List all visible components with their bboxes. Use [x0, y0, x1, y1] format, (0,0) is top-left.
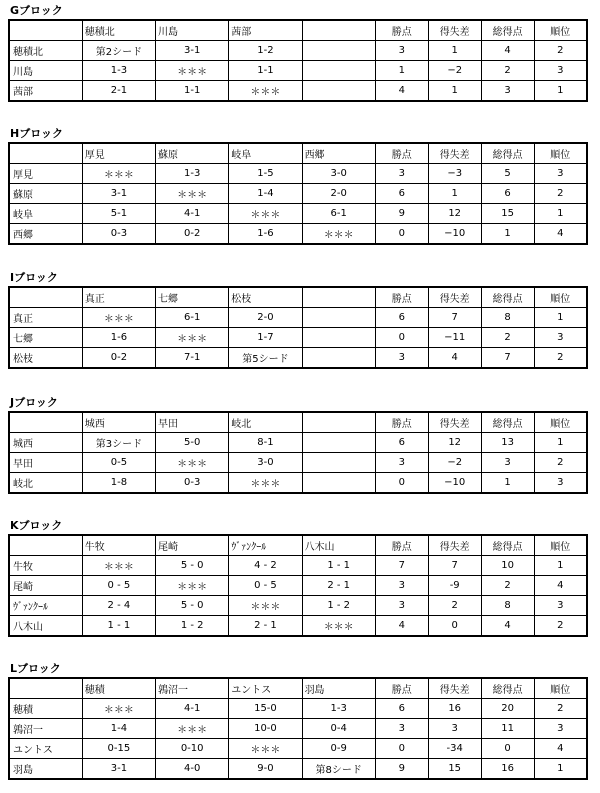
- stat-header: 得失差: [428, 287, 481, 308]
- match-result: 0-4: [302, 719, 375, 739]
- stat-header: 勝点: [375, 535, 428, 556]
- stat-value: -34: [428, 739, 481, 759]
- empty-cell: [302, 453, 375, 473]
- column-team-header: 蘇原: [156, 143, 229, 164]
- stat-value: 3: [375, 576, 428, 596]
- empty-cell: [302, 473, 375, 494]
- header-row: [9, 678, 587, 699]
- match-result: ＊＊＊: [229, 596, 302, 616]
- match-result: ＊＊＊: [82, 308, 155, 328]
- match-result: 1-6: [229, 224, 302, 245]
- stat-header: 順位: [534, 535, 587, 556]
- table-row: [9, 204, 587, 224]
- block-4: [8, 396, 588, 494]
- corner-cell: [9, 143, 82, 164]
- stat-value: 13: [481, 433, 534, 453]
- empty-cell: [302, 61, 375, 81]
- match-result: 0-2: [156, 224, 229, 245]
- match-result: ＊＊＊: [229, 204, 302, 224]
- row-team-name: ユントス: [9, 739, 82, 759]
- match-result: ＊＊＊: [229, 473, 302, 494]
- row-team-name: 茜部: [9, 81, 82, 102]
- stat-header: 総得点: [481, 20, 534, 41]
- row-team-name: 早田: [9, 453, 82, 473]
- match-result: 6-1: [156, 308, 229, 328]
- table-row: [9, 473, 587, 494]
- empty-cell: [302, 348, 375, 369]
- match-result: 第8シード: [302, 759, 375, 780]
- match-result: 1-6: [82, 328, 155, 348]
- match-result: ＊＊＊: [302, 224, 375, 245]
- stat-value: 3: [375, 596, 428, 616]
- stat-value: 4: [481, 616, 534, 637]
- stat-value: 0: [375, 473, 428, 494]
- block-1: [8, 4, 588, 102]
- row-team-name: 岐阜: [9, 204, 82, 224]
- stat-header: 得失差: [428, 143, 481, 164]
- match-result: ＊＊＊: [156, 184, 229, 204]
- stat-value: 7: [481, 348, 534, 369]
- match-result: 7-1: [156, 348, 229, 369]
- stat-value: 0: [481, 739, 534, 759]
- match-result: 3-0: [229, 453, 302, 473]
- stat-value: 2: [534, 41, 587, 61]
- column-team-header: 早田: [156, 412, 229, 433]
- empty-cell: [302, 328, 375, 348]
- match-result: 2 - 4: [82, 596, 155, 616]
- table-row: [9, 41, 587, 61]
- match-result: 1 - 2: [156, 616, 229, 637]
- header-row: [9, 412, 587, 433]
- column-team-header: 松枝: [229, 287, 302, 308]
- stat-value: 3: [534, 328, 587, 348]
- stat-value: 15: [481, 204, 534, 224]
- stat-header: 総得点: [481, 287, 534, 308]
- column-team-header: 鶉沼一: [156, 678, 229, 699]
- stat-value: 7: [428, 308, 481, 328]
- stat-value: 12: [428, 433, 481, 453]
- table-row: [9, 308, 587, 328]
- column-team-header: 七郷: [156, 287, 229, 308]
- block-6: [8, 662, 588, 780]
- match-result: 2 - 1: [302, 576, 375, 596]
- match-result: 2-1: [82, 81, 155, 102]
- match-result: ＊＊＊: [156, 576, 229, 596]
- stat-value: 0: [375, 739, 428, 759]
- corner-cell: [9, 20, 82, 41]
- match-result: 第3シード: [82, 433, 155, 453]
- stat-header: 勝点: [375, 20, 428, 41]
- league-table: [8, 286, 588, 369]
- table-row: [9, 81, 587, 102]
- stat-header: 順位: [534, 143, 587, 164]
- match-result: 3-1: [156, 41, 229, 61]
- stat-value: 1: [481, 224, 534, 245]
- stat-value: −2: [428, 453, 481, 473]
- block-title: Gブロック: [10, 4, 63, 17]
- header-row: [9, 535, 587, 556]
- table-row: [9, 164, 587, 184]
- stat-value: 9: [375, 759, 428, 780]
- block-title: Kブロック: [10, 519, 63, 532]
- stat-value: 2: [481, 328, 534, 348]
- row-team-name: 西郷: [9, 224, 82, 245]
- stat-header: 勝点: [375, 143, 428, 164]
- row-team-name: 川島: [9, 61, 82, 81]
- empty-cell: [302, 433, 375, 453]
- column-team-header: 西郷: [302, 143, 375, 164]
- stat-value: 3: [534, 719, 587, 739]
- row-team-name: 岐北: [9, 473, 82, 494]
- table-row: [9, 556, 587, 576]
- stat-value: −3: [428, 164, 481, 184]
- stat-value: 4: [481, 41, 534, 61]
- stat-value: 1: [534, 433, 587, 453]
- match-result: 1-3: [156, 164, 229, 184]
- match-result: 15-0: [229, 699, 302, 719]
- match-result: ＊＊＊: [156, 328, 229, 348]
- stat-header: 総得点: [481, 678, 534, 699]
- match-result: 3-1: [82, 759, 155, 780]
- table-row: [9, 453, 587, 473]
- stat-value: 0: [375, 224, 428, 245]
- stat-header: 勝点: [375, 678, 428, 699]
- match-result: 4-1: [156, 699, 229, 719]
- table-row: [9, 328, 587, 348]
- column-team-header: 穂積: [82, 678, 155, 699]
- match-result: ＊＊＊: [156, 61, 229, 81]
- row-team-name: 蘇原: [9, 184, 82, 204]
- stat-value: 8: [481, 308, 534, 328]
- match-result: 0 - 5: [82, 576, 155, 596]
- stat-value: 7: [375, 556, 428, 576]
- block-title: Hブロック: [10, 127, 63, 140]
- stat-value: 4: [428, 348, 481, 369]
- stat-value: 4: [375, 616, 428, 637]
- match-result: 0 - 5: [229, 576, 302, 596]
- stat-value: 7: [428, 556, 481, 576]
- stat-header: 順位: [534, 678, 587, 699]
- block-2: [8, 127, 588, 245]
- table-row: [9, 184, 587, 204]
- header-row: [9, 287, 587, 308]
- stat-value: 2: [534, 453, 587, 473]
- stat-value: 0: [375, 328, 428, 348]
- table-row: [9, 699, 587, 719]
- stat-value: 4: [534, 224, 587, 245]
- match-result: 2-0: [302, 184, 375, 204]
- stat-header: 総得点: [481, 143, 534, 164]
- corner-cell: [9, 287, 82, 308]
- match-result: ＊＊＊: [156, 719, 229, 739]
- stat-value: -9: [428, 576, 481, 596]
- match-result: 1-1: [229, 61, 302, 81]
- match-result: 10-0: [229, 719, 302, 739]
- match-result: 3-1: [82, 184, 155, 204]
- table-row: [9, 739, 587, 759]
- match-result: 第5シード: [229, 348, 302, 369]
- stat-value: 6: [375, 699, 428, 719]
- stat-header: 順位: [534, 287, 587, 308]
- column-team-header: 羽島: [302, 678, 375, 699]
- column-team-header: 岐阜: [229, 143, 302, 164]
- stat-value: 2: [481, 576, 534, 596]
- stat-value: 2: [534, 184, 587, 204]
- stat-value: 6: [375, 184, 428, 204]
- stat-header: 総得点: [481, 412, 534, 433]
- match-result: 5-0: [156, 433, 229, 453]
- table-row: [9, 596, 587, 616]
- table-row: [9, 719, 587, 739]
- column-team-header: 岐北: [229, 412, 302, 433]
- stat-value: 4: [534, 739, 587, 759]
- column-team-header: 茜部: [229, 20, 302, 41]
- block-5: [8, 519, 588, 637]
- row-team-name: 牛牧: [9, 556, 82, 576]
- table-row: [9, 759, 587, 780]
- stat-value: 3: [534, 164, 587, 184]
- stat-value: 2: [481, 61, 534, 81]
- empty-header-cell: [302, 412, 375, 433]
- block-title: Lブロック: [10, 662, 61, 675]
- stat-value: 6: [481, 184, 534, 204]
- stat-value: 4: [534, 576, 587, 596]
- stat-value: 3: [534, 596, 587, 616]
- column-team-header: 厚見: [82, 143, 155, 164]
- stat-value: 3: [375, 164, 428, 184]
- stat-value: 1: [534, 308, 587, 328]
- match-result: 0-3: [82, 224, 155, 245]
- row-team-name: 厚見: [9, 164, 82, 184]
- stat-value: 1: [428, 41, 481, 61]
- stat-header: 勝点: [375, 287, 428, 308]
- stat-header: 得失差: [428, 412, 481, 433]
- corner-cell: [9, 535, 82, 556]
- match-result: ＊＊＊: [82, 164, 155, 184]
- column-team-header: ｳﾞｧﾝｸｰﾙ: [229, 535, 302, 556]
- column-team-header: 尾崎: [156, 535, 229, 556]
- column-team-header: 穂積北: [82, 20, 155, 41]
- stat-value: 12: [428, 204, 481, 224]
- stat-header: 総得点: [481, 535, 534, 556]
- match-result: 1-2: [229, 41, 302, 61]
- match-result: 1-3: [82, 61, 155, 81]
- stat-value: 3: [375, 348, 428, 369]
- stat-value: −2: [428, 61, 481, 81]
- corner-cell: [9, 412, 82, 433]
- match-result: 4-1: [156, 204, 229, 224]
- empty-cell: [302, 308, 375, 328]
- stat-value: 2: [534, 616, 587, 637]
- stat-value: 3: [534, 473, 587, 494]
- match-result: ＊＊＊: [156, 453, 229, 473]
- stat-value: −10: [428, 224, 481, 245]
- match-result: 5 - 0: [156, 596, 229, 616]
- match-result: 1-8: [82, 473, 155, 494]
- row-team-name: 穂積: [9, 699, 82, 719]
- row-team-name: 羽島: [9, 759, 82, 780]
- stat-header: 勝点: [375, 412, 428, 433]
- stat-value: 1: [481, 473, 534, 494]
- column-team-header: 川島: [156, 20, 229, 41]
- row-team-name: 鶉沼一: [9, 719, 82, 739]
- match-result: ＊＊＊: [229, 739, 302, 759]
- column-team-header: 八木山: [302, 535, 375, 556]
- stat-value: 5: [481, 164, 534, 184]
- stat-header: 得失差: [428, 678, 481, 699]
- league-table: [8, 142, 588, 245]
- header-row: [9, 20, 587, 41]
- match-result: 0-3: [156, 473, 229, 494]
- stat-value: 3: [534, 61, 587, 81]
- row-team-name: 尾崎: [9, 576, 82, 596]
- stat-header: 得失差: [428, 20, 481, 41]
- row-team-name: 穂積北: [9, 41, 82, 61]
- stat-value: 1: [534, 759, 587, 780]
- match-result: 1-4: [82, 719, 155, 739]
- stat-value: 3: [428, 719, 481, 739]
- stat-value: 2: [534, 348, 587, 369]
- match-result: 8-1: [229, 433, 302, 453]
- match-result: 0-10: [156, 739, 229, 759]
- empty-header-cell: [302, 287, 375, 308]
- stat-value: 3: [375, 719, 428, 739]
- match-result: 1 - 1: [82, 616, 155, 637]
- stat-header: 得失差: [428, 535, 481, 556]
- column-team-header: ユントス: [229, 678, 302, 699]
- row-team-name: 城西: [9, 433, 82, 453]
- stat-value: 9: [375, 204, 428, 224]
- table-row: [9, 433, 587, 453]
- match-result: 3-0: [302, 164, 375, 184]
- table-row: [9, 576, 587, 596]
- row-team-name: 真正: [9, 308, 82, 328]
- match-result: 0-9: [302, 739, 375, 759]
- match-result: ＊＊＊: [302, 616, 375, 637]
- stat-value: 11: [481, 719, 534, 739]
- league-table: [8, 534, 588, 637]
- stat-value: 1: [534, 204, 587, 224]
- stat-value: 3: [375, 41, 428, 61]
- match-result: 6-1: [302, 204, 375, 224]
- stat-value: 15: [428, 759, 481, 780]
- stat-header: 順位: [534, 412, 587, 433]
- stat-value: 2: [428, 596, 481, 616]
- stat-value: 1: [428, 184, 481, 204]
- stat-value: 3: [481, 81, 534, 102]
- stat-value: 1: [428, 81, 481, 102]
- stat-value: 8: [481, 596, 534, 616]
- match-result: 1-1: [156, 81, 229, 102]
- empty-cell: [302, 41, 375, 61]
- match-result: 1 - 2: [302, 596, 375, 616]
- corner-cell: [9, 678, 82, 699]
- stat-value: 16: [481, 759, 534, 780]
- match-result: 1-5: [229, 164, 302, 184]
- table-row: [9, 224, 587, 245]
- row-team-name: 松枝: [9, 348, 82, 369]
- league-table: [8, 19, 588, 102]
- match-result: 1-3: [302, 699, 375, 719]
- match-result: 5 - 0: [156, 556, 229, 576]
- match-result: 2-0: [229, 308, 302, 328]
- stat-value: 6: [375, 433, 428, 453]
- stat-value: 1: [534, 556, 587, 576]
- match-result: 4 - 2: [229, 556, 302, 576]
- stat-value: 1: [375, 61, 428, 81]
- stat-value: −11: [428, 328, 481, 348]
- stat-value: −10: [428, 473, 481, 494]
- stat-value: 20: [481, 699, 534, 719]
- column-team-header: 真正: [82, 287, 155, 308]
- match-result: 2 - 1: [229, 616, 302, 637]
- league-table: [8, 411, 588, 494]
- stat-value: 16: [428, 699, 481, 719]
- header-row: [9, 143, 587, 164]
- match-result: 4-0: [156, 759, 229, 780]
- block-3: [8, 271, 588, 369]
- stat-value: 0: [428, 616, 481, 637]
- match-result: 0-15: [82, 739, 155, 759]
- stat-value: 3: [481, 453, 534, 473]
- match-result: 0-2: [82, 348, 155, 369]
- match-result: 9-0: [229, 759, 302, 780]
- stat-value: 6: [375, 308, 428, 328]
- match-result: 1-4: [229, 184, 302, 204]
- row-team-name: 八木山: [9, 616, 82, 637]
- match-result: ＊＊＊: [82, 556, 155, 576]
- stat-value: 10: [481, 556, 534, 576]
- stat-value: 1: [534, 81, 587, 102]
- row-team-name: 七郷: [9, 328, 82, 348]
- table-row: [9, 61, 587, 81]
- league-table: [8, 677, 588, 780]
- match-result: 1-7: [229, 328, 302, 348]
- match-result: 1 - 1: [302, 556, 375, 576]
- block-title: Jブロック: [10, 396, 58, 409]
- match-result: 第2シード: [82, 41, 155, 61]
- row-team-name: ｳﾞｧﾝｸｰﾙ: [9, 596, 82, 616]
- match-result: ＊＊＊: [229, 81, 302, 102]
- column-team-header: 城西: [82, 412, 155, 433]
- match-result: ＊＊＊: [82, 699, 155, 719]
- empty-header-cell: [302, 20, 375, 41]
- stat-value: 3: [375, 453, 428, 473]
- column-team-header: 牛牧: [82, 535, 155, 556]
- match-result: 0-5: [82, 453, 155, 473]
- table-row: [9, 348, 587, 369]
- stat-value: 4: [375, 81, 428, 102]
- empty-cell: [302, 81, 375, 102]
- match-result: 5-1: [82, 204, 155, 224]
- stat-value: 2: [534, 699, 587, 719]
- stat-header: 順位: [534, 20, 587, 41]
- block-title: Iブロック: [10, 271, 58, 284]
- table-row: [9, 616, 587, 637]
